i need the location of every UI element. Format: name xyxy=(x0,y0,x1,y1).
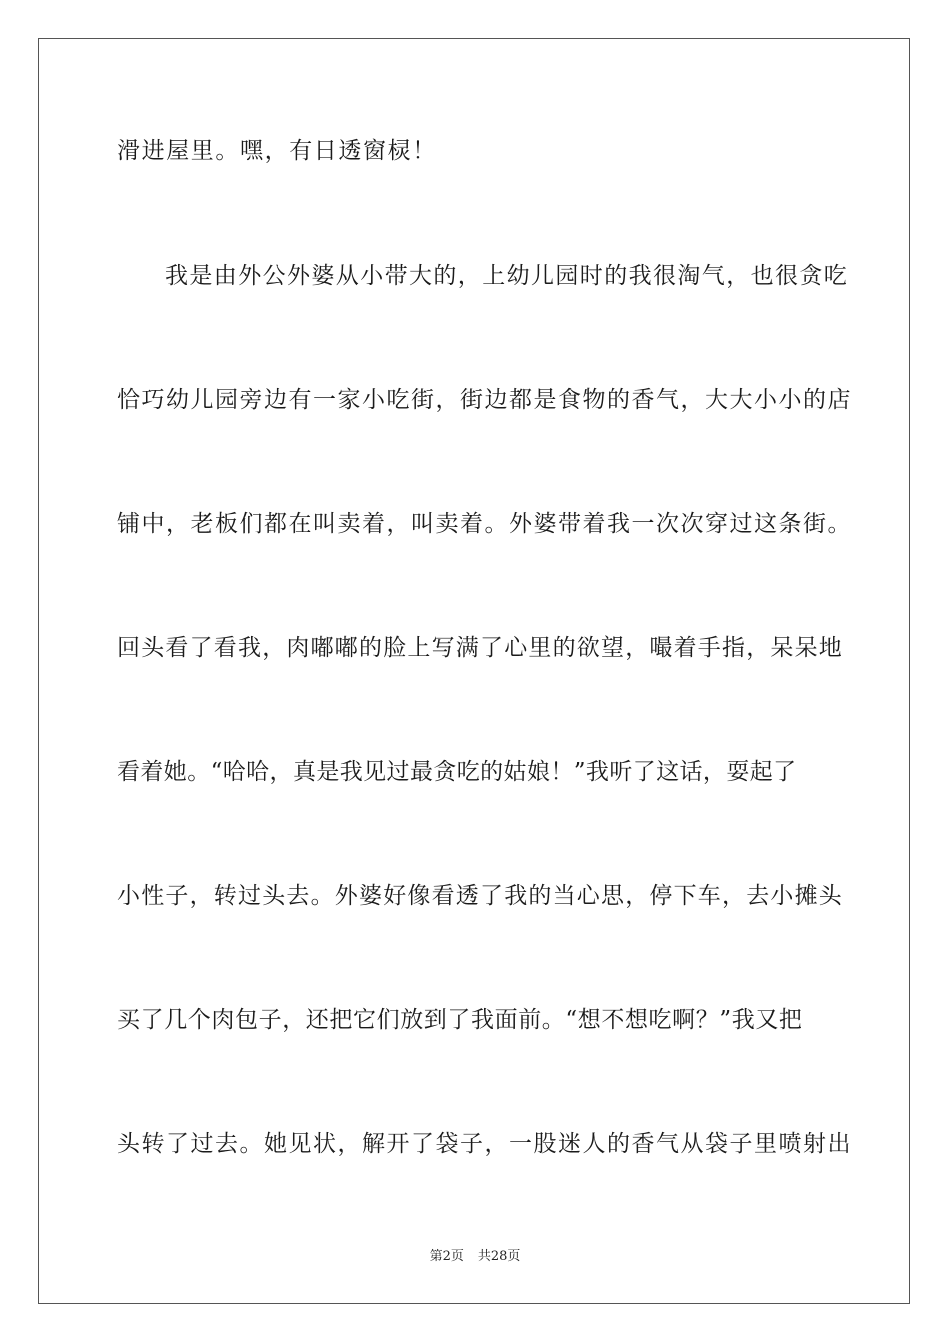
paragraph-line: 小性子，转过头去。外婆好像看透了我的当心思，停下车，去小摊头 xyxy=(117,883,843,909)
paragraph-line: 我是由外公外婆从小带大的，上幼儿园时的我很淘气，也很贪吃 xyxy=(165,263,849,289)
paragraph-line: 铺中，老板们都在叫卖着，叫卖着。外婆带着我一次次穿过这条街。 xyxy=(117,511,852,537)
paragraph-line: 滑进屋里。嘿，有日透窗棂！ xyxy=(117,138,437,164)
page-footer xyxy=(0,1248,950,1266)
paragraph-line: 回头看了看我，肉嘟嘟的脸上写满了心里的欲望，嘬着手指，呆呆地 xyxy=(117,635,843,661)
page-total: 共28页 xyxy=(477,1249,521,1264)
page-number: 第2页 xyxy=(429,1249,464,1264)
paragraph-line: 买了几个肉包子，还把它们放到了我面前。“想不想吃啊？”我又把 xyxy=(117,1007,803,1033)
paragraph-line: 头转了过去。她见状，解开了袋子，一股迷人的香气从袋子里喷射出 xyxy=(117,1131,852,1157)
page-border xyxy=(38,38,910,1304)
paragraph-line: 恰巧幼儿园旁边有一家小吃街，街边都是食物的香气，大大小小的店 xyxy=(117,387,852,413)
paragraph-line: 看着她。“哈哈，真是我见过最贪吃的姑娘！”我听了这话，耍起了 xyxy=(117,759,797,785)
